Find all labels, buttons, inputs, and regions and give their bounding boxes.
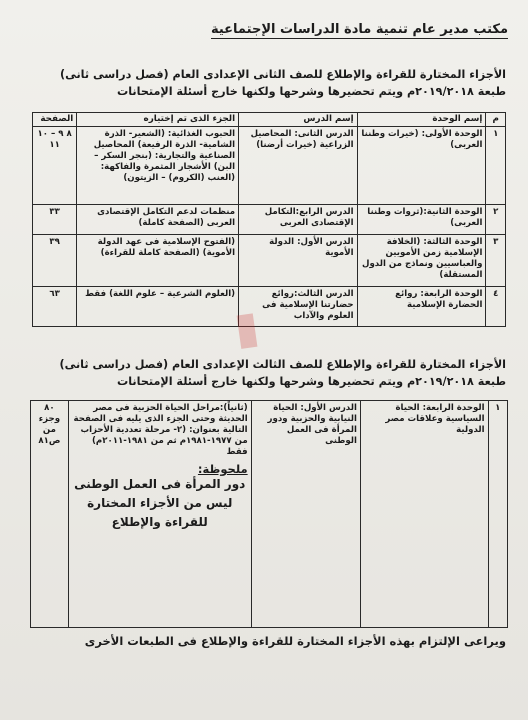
office-header-text: مكتب مدير عام تنمية مادة الدراسات الإجتماعية — [210, 22, 508, 37]
col-part: الجزء الذى تم إختياره — [77, 113, 239, 127]
row-page: ٣٩ — [33, 235, 77, 287]
row-lesson: الدرس الرابع:التكامل الإقتصادى العربى — [239, 205, 358, 235]
row-part: الحبوب الغذائية: (الشعير- الذرة الشامية- الذرة الرفيعة) المحاصيل الصناعية والتجارية: (بنجر السكر – البن) الأشجار المثمرة والفاكهة: (العنب (الكروم) – الزيتون) — [77, 127, 239, 205]
table-row — [31, 401, 508, 628]
watermark-mark: ▮ — [231, 301, 263, 355]
note-body: دور المرأة فى العمل الوطنى ليس من الأجزاء المختارة للقراءة والإطلاع — [74, 477, 246, 529]
section1-intro: الأجزاء المختارة للقراءة والإطلاع للصف الثانى الإعدادى العام (فصل دراسى ثانى) طبعة ٢٠١٩/٢٠١٨م ويتم تحضيرها وشرحها ولكنها خارج أسئلة الإمتحانات — [60, 68, 506, 98]
row-part: منظمات لدعم التكامل الإقتصادى العربى (الصفحة كاملة) — [77, 205, 239, 235]
office-header — [188, 22, 508, 37]
table-row — [33, 127, 506, 205]
row-part-text: (ثانياً):مراحل الحياة الحزبية فى مصر الحديثة وحتى الجزء الذى يليه فى الصفحة التالية بعنوان: (٢- مرحلة تعددية الأحزاب من ١٩٧٧-١٩٨١م ثم من ١٩٨١-٢٠١١م) فقط — [73, 403, 248, 457]
row-unit: الوحدة الرابعة: الحياة السياسية وعلاقات مصر الدولية — [360, 401, 488, 628]
row-unit: الوحدة الثالثة: (الخلافة الإسلامية زمن الأمويين والعباسيين ونماذج من الدول المستقلة) — [357, 235, 486, 287]
row-part: (العلوم الشرعية – علوم اللغة) فقط — [77, 287, 239, 327]
row-num: ٤ — [486, 287, 506, 327]
row-part — [68, 401, 251, 628]
row-num: ٣ — [486, 235, 506, 287]
col-unit: إسم الوحدة — [357, 113, 486, 127]
row-num: ٢ — [486, 205, 506, 235]
col-page: الصفحة — [33, 113, 77, 127]
table-header-row — [33, 113, 506, 127]
col-num: م — [486, 113, 506, 127]
row-num: ١ — [488, 401, 507, 628]
section2-intro: الأجزاء المختارة للقراءة والإطلاع للصف الثالث الإعدادى العام (فصل دراسى ثانى) طبعة ٢٠١٩/٢٠١٨م ويتم تحضيرها وشرحها ولكنها خارج أسئلة الإمتحانات — [59, 358, 506, 388]
row-page: ٦٣ — [33, 287, 77, 327]
row-lesson: الدرس الثانى: المحاصيل الزراعية (خيرات أرضنا) — [239, 127, 358, 205]
grade2-table — [32, 112, 506, 327]
footer-note: ويراعى الإلتزام بهذه الأجزاء المختارة للقراءة والإطلاع فى الطبعات الأخرى — [84, 634, 506, 648]
table-row — [33, 235, 506, 287]
row-page: ٣٣ — [33, 205, 77, 235]
row-page: ٨ ٩ – ١٠ ١١ — [33, 127, 77, 205]
col-lesson: إسم الدرس — [239, 113, 358, 127]
table-row — [33, 205, 506, 235]
row-lesson: الدرس الأول: الحياة النيابية والحزبية ودور المرأة فى العمل الوطنى — [251, 401, 360, 628]
row-num: ١ — [486, 127, 506, 205]
grade3-table — [30, 400, 508, 628]
note-title: ملحوظة: — [197, 462, 248, 476]
row-page: ٨٠ وجزء من ص٨١ — [31, 401, 69, 628]
row-lesson: الدرس الأول: الدولة الأموية — [239, 235, 358, 287]
row-unit: الوحدة الأولى: (خيرات وطننا العربى) — [357, 127, 486, 205]
row-unit: الوحدة الرابعة: روائع الحضارة الإسلامية — [357, 287, 486, 327]
row-lesson: الدرس الثالث:روائع حضارتنا الإسلامية فى العلوم والآداب — [239, 287, 358, 327]
row-unit: الوحدة الثانية:(ثروات وطننا العربى) — [357, 205, 486, 235]
row-part: (الفتوح الإسلامية فى عهد الدولة الأموية) (الصفحة كاملة للقراءة) — [77, 235, 239, 287]
